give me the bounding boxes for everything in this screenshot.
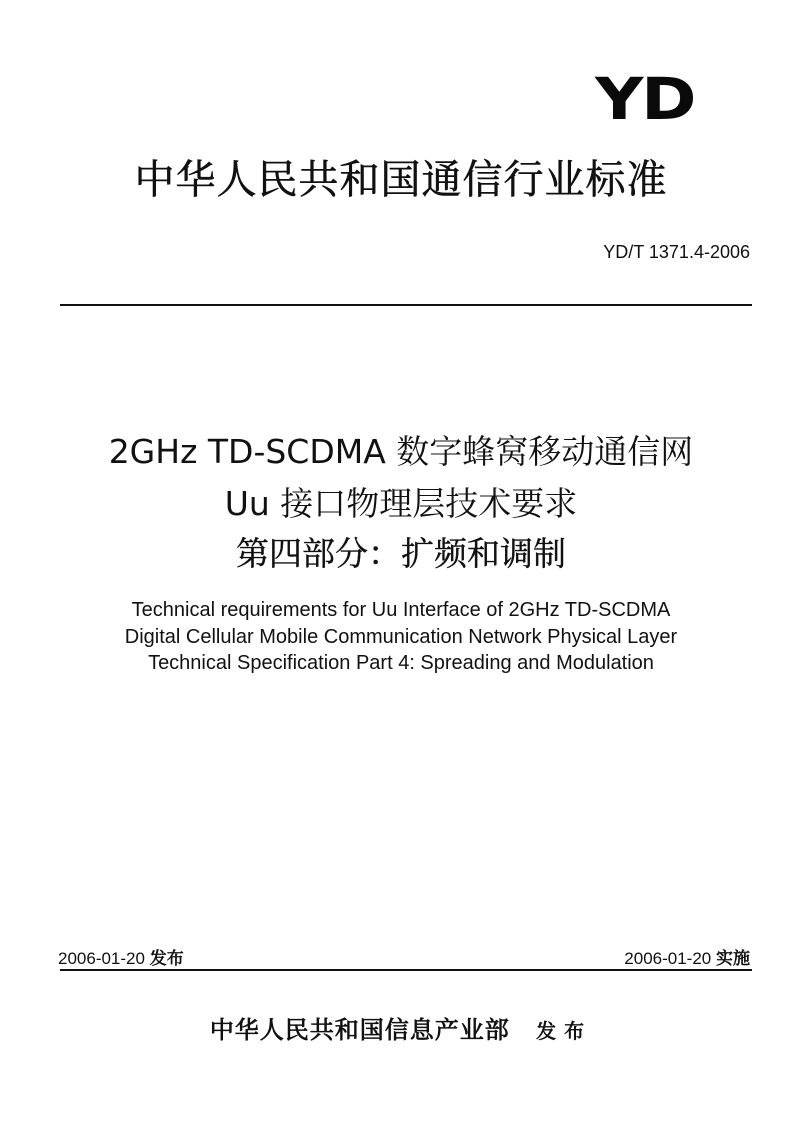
issue-date-label: 发布: [149, 949, 184, 969]
publisher-action: 发布: [536, 1019, 593, 1043]
english-title-line-3: Technical Specification Part 4: Spreading and Modulation: [148, 652, 654, 674]
publisher-name: 中华人民共和国信息产业部: [209, 1015, 510, 1044]
chinese-title-line-3: 第四部分：扩频和调制: [236, 534, 566, 573]
publisher: [0, 1010, 802, 1045]
implement-date-label: 实施: [716, 949, 750, 969]
standard-type-title: 中华人民共和国通信行业标准: [134, 157, 668, 203]
issue-date: [58, 944, 184, 969]
english-title-line-2: Digital Cellular Mobile Communication Network Physical Layer: [124, 626, 678, 648]
bottom-divider: [60, 969, 752, 971]
issue-date-value: 2006-01-20: [58, 949, 145, 968]
top-divider: [60, 304, 752, 306]
english-title-line-1: Technical requirements for Uu Interface of 2GHz TD-SCDMA: [131, 599, 671, 621]
implement-date-value: 2006-01-20: [624, 949, 712, 968]
standard-number: YD/T 1371.4-2006: [603, 242, 750, 262]
implement-date: [624, 944, 750, 969]
chinese-title-line-2: Uu 接口物理层技术要求: [224, 484, 578, 523]
chinese-title-line-1: 2GHz TD-SCDMA 数字蜂窝移动通信网: [108, 432, 694, 471]
yd-logo: YD: [594, 65, 694, 133]
